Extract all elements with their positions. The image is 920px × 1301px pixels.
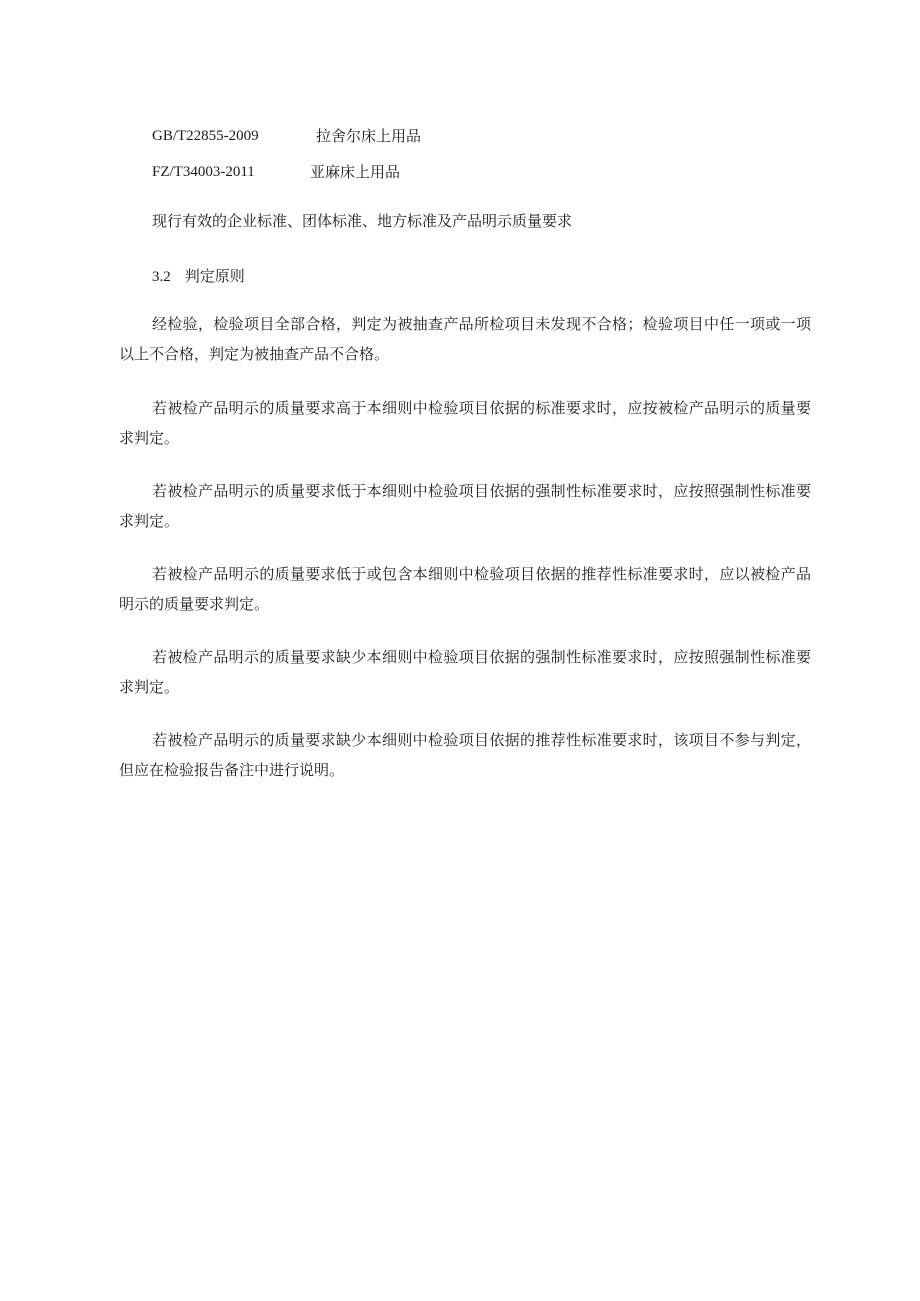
paragraph: 若被检产品明示的质量要求缺少本细则中检验项目依据的强制性标准要求时，应按照强制性标准要求判定。	[119, 648, 811, 696]
paragraph: 若被检产品明示的质量要求低于或包含本细则中检验项目依据的推荐性标准要求时，应以被检产品明示的质量要求判定。	[119, 565, 811, 613]
paragraph: 若被检产品明示的质量要求缺少本细则中检验项目依据的推荐性标准要求时，该项目不参与判定，但应在检验报告备注中进行说明。	[119, 731, 811, 779]
paragraph: 若被检产品明示的质量要求高于本细则中检验项目依据的标准要求时，应按被检产品明示的质量要求判定。	[119, 399, 811, 447]
paragraph: 若被检产品明示的质量要求低于本细则中检验项目依据的强制性标准要求时，应按照强制性标准要求判定。	[119, 482, 811, 530]
standard-code: FZ/​T34003-2011	[152, 164, 255, 180]
section-title: 判定原则	[184, 267, 245, 285]
other-requirements-line: 现行有效的企业标准、团体标准、地方标准及产品明示质量要求	[152, 212, 573, 230]
section-number: 3.2	[152, 269, 171, 285]
standard-name: 拉舍尔床上用品	[316, 127, 422, 145]
standard-name: 亚麻床上用品	[310, 163, 401, 181]
section-heading	[152, 265, 245, 288]
standard-code: GB/T22855-2009	[152, 128, 259, 144]
paragraph: 经检验，检验项目全部合格，判定为被抽查产品所检项目未发现不合格；检验项目中任一项或一项以上不合格，判定为被抽查产品不合格。	[119, 315, 811, 363]
